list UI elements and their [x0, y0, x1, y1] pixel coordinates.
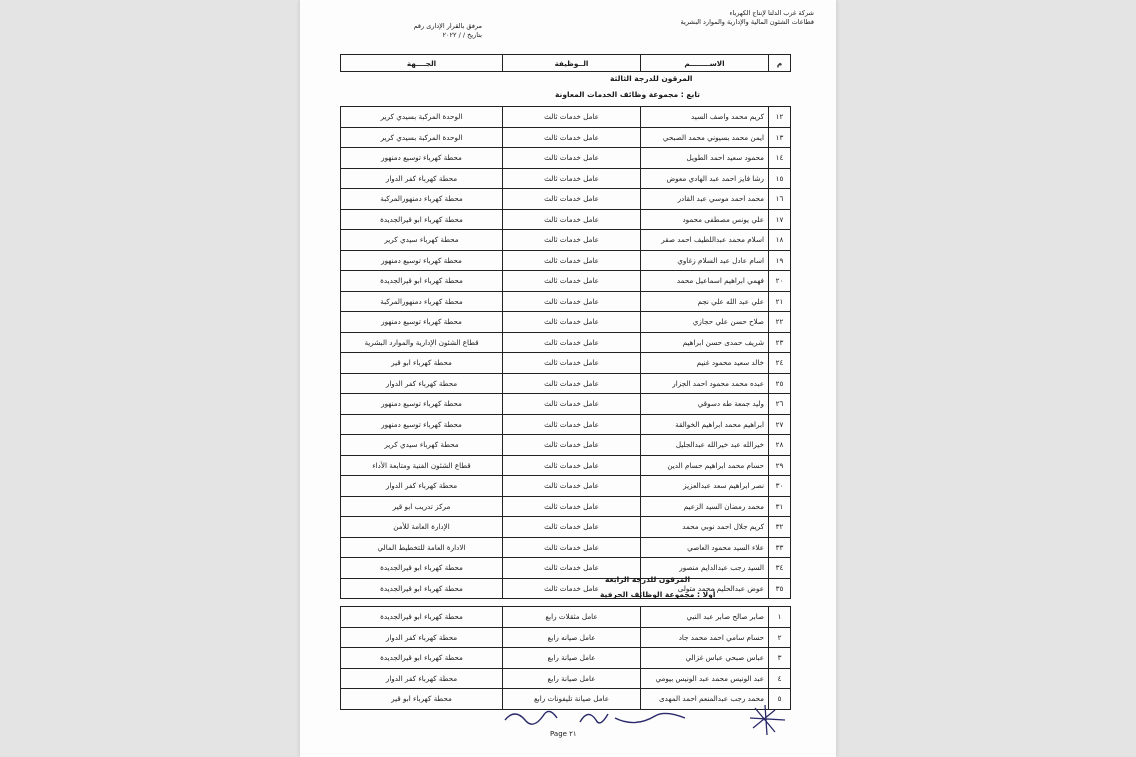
cell-job: عامل خدمات ثالث	[503, 476, 641, 497]
document-page	[300, 0, 836, 757]
cell-job: عامل خدمات ثالث	[503, 373, 641, 394]
decision-label: مرفق بالقرار الإدارى رقم	[413, 22, 482, 30]
cell-num: ٣٣	[769, 537, 791, 558]
cell-num: ١٨	[769, 230, 791, 251]
cell-name: علي يونس مصطفى محمود	[641, 209, 769, 230]
cell-job: عامل مثقلات رابع	[503, 607, 641, 628]
cell-num: ٢١	[769, 291, 791, 312]
cell-num: ٢	[769, 627, 791, 648]
cell-job: عامل خدمات ثالث	[503, 394, 641, 415]
cell-name: شريف حمدى حسن ابراهيم	[641, 332, 769, 353]
section2-title: المرقون للدرجة الرابعة	[605, 575, 691, 584]
cell-job: عامل خدمات ثالث	[503, 414, 641, 435]
cell-dept: محطة كهرباء ابو قيرالجديدة	[341, 607, 503, 628]
cell-dept: محطة كهرباء كفر الدوار	[341, 627, 503, 648]
table-row	[341, 414, 791, 435]
cell-num: ٢٠	[769, 271, 791, 292]
cell-name: محمد احمد موسي عبد القادر	[641, 189, 769, 210]
cell-job: عامل خدمات ثالث	[503, 496, 641, 517]
cell-dept: محطة كهرباء ابو قيرالجديدة	[341, 271, 503, 292]
cell-num: ٢٤	[769, 353, 791, 374]
cell-name: عبد الونيس محمد عبد الونيس بيومي	[641, 668, 769, 689]
cell-job: عامل صيانة رابع	[503, 668, 641, 689]
table-row	[341, 455, 791, 476]
header-company-block	[614, 9, 814, 27]
cell-dept: محطة كهرباء توسيع دمنهور	[341, 414, 503, 435]
cell-dept: الوحدة المركبة بسيدي كرير	[341, 127, 503, 148]
table-row	[341, 578, 791, 599]
table-row	[341, 648, 791, 669]
page-number: Page ٢١	[550, 730, 577, 738]
cell-name: صابر صالح صابر عبد النبي	[641, 607, 769, 628]
cell-dept: محطة كهرباء ابو قير	[341, 689, 503, 710]
cell-dept: محطة كهرباء كفر الدوار	[341, 476, 503, 497]
section1-table	[340, 106, 791, 599]
cell-job: عامل خدمات ثالث	[503, 230, 641, 251]
cell-job: عامل خدمات ثالث	[503, 353, 641, 374]
column-header-table	[340, 54, 791, 72]
cell-dept: محطة كهرباء كفر الدوار	[341, 373, 503, 394]
cell-num: ٢٨	[769, 435, 791, 456]
cell-name: محمد رجب عبدالمنعم احمد المهدى	[641, 689, 769, 710]
cell-name: ابراهيم محمد ابراهيم الخوالقة	[641, 414, 769, 435]
cell-name: السيد رجب عبدالدايم منصور	[641, 558, 769, 579]
col-header-job: الــوظيفة	[503, 55, 641, 72]
cell-job: عامل خدمات ثالث	[503, 332, 641, 353]
cell-dept: محطة كهرباء توسيع دمنهور	[341, 394, 503, 415]
cell-num: ٣	[769, 648, 791, 669]
table-row	[341, 353, 791, 374]
cell-job: عامل صيانه رابع	[503, 627, 641, 648]
cell-name: عباس صبحي عباس غزالي	[641, 648, 769, 669]
table-row	[341, 476, 791, 497]
cell-dept: محطة كهرباء دمنهورالمركبة	[341, 189, 503, 210]
cell-dept: محطة كهرباء ابو قيرالجديدة	[341, 209, 503, 230]
cell-dept: محطة كهرباء سيدي كرير	[341, 435, 503, 456]
cell-dept: الوحدة المركبة بسيدي كرير	[341, 107, 503, 128]
table-row	[341, 271, 791, 292]
cell-name: عبده محمد محمود احمد الجزار	[641, 373, 769, 394]
cell-name: عوض عبدالحليم محمد متولى	[641, 578, 769, 599]
cell-name: خيرالله عبد خيرالله عبدالجليل	[641, 435, 769, 456]
table-row	[341, 168, 791, 189]
cell-dept: محطة كهرباء ابو قيرالجديدة	[341, 578, 503, 599]
cell-num: ٤	[769, 668, 791, 689]
cell-name: خالد سعيد محمود غنيم	[641, 353, 769, 374]
cell-num: ١٥	[769, 168, 791, 189]
cell-num: ٣٠	[769, 476, 791, 497]
table-row	[341, 435, 791, 456]
col-header-dept: الجــــهة	[341, 55, 503, 72]
cell-job: عامل خدمات ثالث	[503, 558, 641, 579]
section1-title: المرقون للدرجة الثالثة	[610, 74, 693, 83]
cell-dept: محطة كهرباء توسيع دمنهور	[341, 148, 503, 169]
cell-num: ٢٧	[769, 414, 791, 435]
cell-job: عامل خدمات ثالث	[503, 578, 641, 599]
table-row	[341, 332, 791, 353]
cell-name: فهمي ابراهيم اسماعيل محمد	[641, 271, 769, 292]
cell-dept: الادارة العامة للتخطيط المالي	[341, 537, 503, 558]
cell-name: محمود سعيد احمد الطويل	[641, 148, 769, 169]
cell-job: عامل خدمات ثالث	[503, 312, 641, 333]
table-row	[341, 291, 791, 312]
cell-dept: قطاع الشئون الإدارية والموارد البشرية	[341, 332, 503, 353]
cell-job: عامل خدمات ثالث	[503, 250, 641, 271]
col-header-num: م	[769, 55, 791, 72]
table-row	[341, 394, 791, 415]
cell-num: ٣١	[769, 496, 791, 517]
cell-name: حسام سامي احمد محمد جاد	[641, 627, 769, 648]
cell-name: علي عبد الله علي نجم	[641, 291, 769, 312]
cell-num: ١٧	[769, 209, 791, 230]
background-right	[836, 0, 1136, 757]
table-row	[341, 373, 791, 394]
cell-dept: محطة كهرباء كفر الدوار	[341, 168, 503, 189]
cell-num: ٢٥	[769, 373, 791, 394]
cell-job: عامل خدمات ثالث	[503, 148, 641, 169]
cell-num: ١	[769, 607, 791, 628]
cell-name: محمد رمضان السيد الزعيم	[641, 496, 769, 517]
cell-name: حسام محمد ابراهيم حسام الدين	[641, 455, 769, 476]
cell-dept: محطة كهرباء دمنهورالمركبة	[341, 291, 503, 312]
cell-name: وليد جمعة طه دسوقي	[641, 394, 769, 415]
table-row	[341, 607, 791, 628]
cell-job: عامل خدمات ثالث	[503, 455, 641, 476]
cell-num: ١٤	[769, 148, 791, 169]
cell-dept: محطة كهرباء توسيع دمنهور	[341, 250, 503, 271]
cell-num: ١٩	[769, 250, 791, 271]
cell-num: ١٢	[769, 107, 791, 128]
cell-job: عامل خدمات ثالث	[503, 271, 641, 292]
cell-name: كريم جلال احمد نوبي محمد	[641, 517, 769, 538]
background-left	[0, 0, 300, 757]
section1-group: تابع : مجموعة وظائف الخدمات المعاونة	[555, 90, 700, 99]
section2-group: أولا : مجموعة الوظائف الحرفية	[600, 590, 716, 599]
table-row	[341, 250, 791, 271]
cell-job: عامل صيانة رابع	[503, 648, 641, 669]
cell-num: ٣٢	[769, 517, 791, 538]
cell-job: عامل خدمات ثالث	[503, 127, 641, 148]
cell-name: صلاح حسن علي حجازي	[641, 312, 769, 333]
cell-name: علاء السيد محمود العاصي	[641, 537, 769, 558]
cell-num: ٥	[769, 689, 791, 710]
col-header-name: الاســــــــم	[641, 55, 769, 72]
table-row	[341, 230, 791, 251]
cell-num: ١٦	[769, 189, 791, 210]
table-row	[341, 668, 791, 689]
table-row	[341, 627, 791, 648]
sector-name: قطاعات الشئون المالية والإدارية والموارد البشرية	[680, 18, 814, 26]
company-name: شركة غرب الدلتا لإنتاج الكهرباء	[729, 9, 814, 17]
cell-num: ٢٦	[769, 394, 791, 415]
cell-num: ٢٣	[769, 332, 791, 353]
decision-date: بتاريخ / / ٢٠٢٢	[442, 31, 482, 39]
table-row	[341, 209, 791, 230]
cell-job: عامل خدمات ثالث	[503, 517, 641, 538]
table-row	[341, 189, 791, 210]
cell-num: ٣٤	[769, 558, 791, 579]
cell-dept: الإدارة العامة للأمن	[341, 517, 503, 538]
section2-table	[340, 606, 791, 710]
table-row	[341, 517, 791, 538]
signatures	[500, 700, 810, 740]
cell-job: عامل خدمات ثالث	[503, 168, 641, 189]
cell-dept: محطة كهرباء كفر الدوار	[341, 668, 503, 689]
cell-dept: محطة كهرباء ابو قير	[341, 353, 503, 374]
cell-job: عامل خدمات ثالث	[503, 537, 641, 558]
cell-dept: محطة كهرباء ابو قيرالجديدة	[341, 558, 503, 579]
cell-job: عامل خدمات ثالث	[503, 209, 641, 230]
cell-name: ايمن محمد بسيوني محمد الصبحي	[641, 127, 769, 148]
cell-name: نصر ابراهيم سعد عبدالعزيز	[641, 476, 769, 497]
cell-job: عامل صيانة تليفونات رابع	[503, 689, 641, 710]
cell-job: عامل خدمات ثالث	[503, 291, 641, 312]
cell-num: ٢٩	[769, 455, 791, 476]
cell-num: ٢٢	[769, 312, 791, 333]
cell-name: كريم محمد واصف السيد	[641, 107, 769, 128]
cell-num: ١٣	[769, 127, 791, 148]
cell-name: اسلام محمد عبداللطيف احمد صقر	[641, 230, 769, 251]
cell-job: عامل خدمات ثالث	[503, 189, 641, 210]
table-row	[341, 537, 791, 558]
table-row	[341, 558, 791, 579]
table-row	[341, 312, 791, 333]
cell-dept: محطة كهرباء سيدي كرير	[341, 230, 503, 251]
cell-num: ٣٥	[769, 578, 791, 599]
table-row	[341, 148, 791, 169]
table-row	[341, 127, 791, 148]
cell-dept: قطاع الشئون الفنية ومتابعة الأداء	[341, 455, 503, 476]
header-decision-block	[322, 22, 482, 40]
table-row	[341, 496, 791, 517]
cell-job: عامل خدمات ثالث	[503, 435, 641, 456]
cell-dept: محطة كهرباء توسيع دمنهور	[341, 312, 503, 333]
table-row	[341, 107, 791, 128]
cell-name: رشا فايز احمد عبد الهادي معوض	[641, 168, 769, 189]
cell-name: اسام عادل عبد السلام زغاوي	[641, 250, 769, 271]
cell-job: عامل خدمات ثالث	[503, 107, 641, 128]
cell-dept: محطة كهرباء ابو قيرالجديدة	[341, 648, 503, 669]
cell-dept: مركز تدريب ابو قير	[341, 496, 503, 517]
